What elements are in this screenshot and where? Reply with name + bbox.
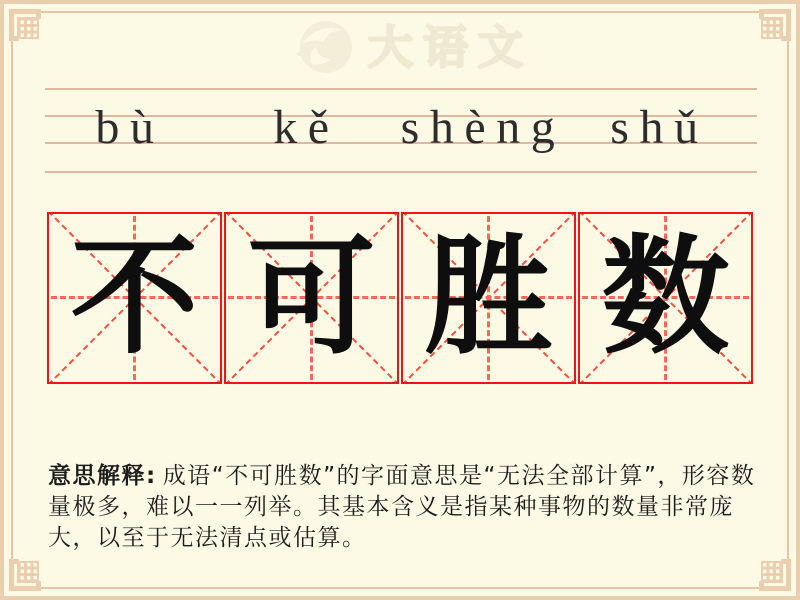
idiom-character: 胜: [424, 223, 553, 372]
mi-zi-grid-box: [401, 212, 576, 384]
explanation-label: 意思解释:: [48, 463, 157, 489]
fret-corner-ornament-icon: [9, 9, 49, 49]
explanation-paragraph: [48, 461, 760, 554]
fret-corner-ornament-icon: [9, 551, 49, 591]
pinyin-syllable: bù: [95, 101, 165, 154]
watermark-text: 大语文: [368, 20, 534, 74]
mi-zi-grid-box: [224, 212, 399, 384]
pinyin-row: [47, 86, 753, 169]
character-box-row: [47, 212, 753, 384]
idiom-character: 数: [601, 223, 730, 372]
idiom-character: 不: [70, 223, 199, 372]
watermark-logo-icon: [296, 18, 354, 76]
explanation-text: 成语“不可胜数”的字面意思是“无法全部计算”，形容数量极多，难以一一列举。其基本含义是指某种事物的数量非常庞大，以至于无法清点或估算。: [48, 463, 756, 551]
idiom-character: 可: [247, 223, 376, 372]
pinyin-syllable: kě: [273, 101, 340, 154]
pinyin-syllable: shèng: [400, 101, 566, 154]
mi-zi-grid-box: [47, 212, 222, 384]
watermark: [296, 18, 533, 76]
fret-corner-ornament-icon: [751, 9, 791, 49]
pinyin-syllable: shǔ: [610, 101, 709, 154]
mi-zi-grid-box: [578, 212, 753, 384]
fret-corner-ornament-icon: [751, 551, 791, 591]
